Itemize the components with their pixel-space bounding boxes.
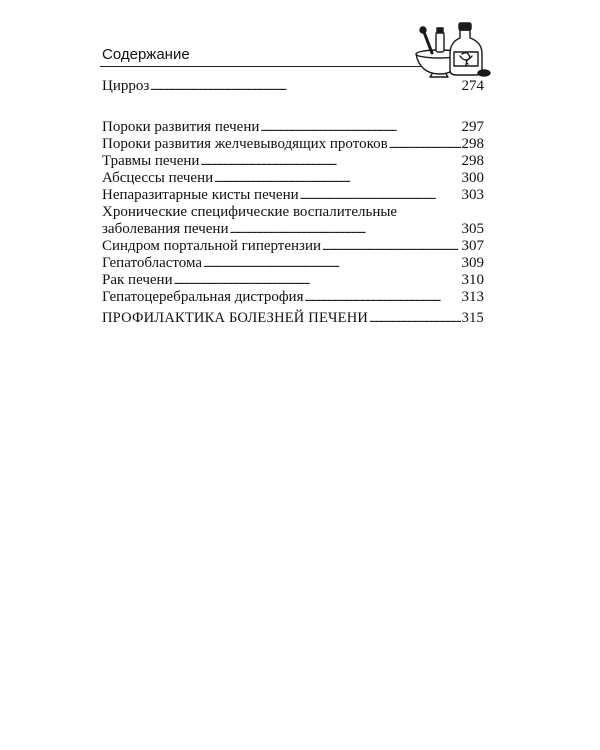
toc-leader-dots [174, 273, 461, 290]
toc-entry-title: Гепатоцеребральная дистрофия [102, 289, 304, 305]
toc-leader-dots [214, 171, 460, 188]
toc-entry-title: Синдром портальной гипертензии [102, 238, 322, 254]
toc-entry-title: Непаразитарные кисты печени [102, 187, 299, 203]
toc-entry [102, 221, 484, 238]
toc-entry-page: 298 [461, 136, 484, 152]
toc-entry [102, 289, 484, 306]
toc-entry-page: 310 [461, 272, 484, 288]
toc-leader-dots [369, 311, 461, 328]
pharmacy-emblem-icon [410, 18, 492, 78]
toc-entry [102, 170, 484, 187]
toc-entry-page: 298 [461, 153, 484, 169]
toc-entry-title: Гепатобластома [102, 255, 203, 271]
running-head-title: Содержание [102, 46, 190, 63]
toc-leader-dots [389, 137, 461, 154]
toc-entry [102, 187, 484, 204]
toc-leader-dots [304, 290, 460, 307]
toc-entry-title: ПРОФИЛАКТИКА БОЛЕЗНЕЙ ПЕЧЕНИ [102, 310, 369, 326]
toc-entry-page: 315 [461, 310, 484, 326]
toc-leader-dots [260, 120, 460, 137]
toc-entry [102, 272, 484, 289]
toc-leader-dots [300, 188, 461, 205]
toc-leader-dots [322, 239, 460, 256]
toc-entry-title: Травмы печени [102, 153, 200, 169]
toc-entry [102, 119, 484, 136]
toc-entry-title: Цирроз [102, 78, 150, 94]
toc-leader-dots [200, 154, 460, 171]
toc-entry-title: Рак печени [102, 272, 173, 288]
toc-entry-page: 307 [461, 238, 484, 254]
toc-entry-section [102, 310, 484, 327]
toc-entry-title: заболевания печени [102, 221, 229, 237]
toc-entry-title: Абсцессы печени [102, 170, 214, 186]
toc-entry [102, 78, 484, 95]
toc-entry-page: 300 [461, 170, 484, 186]
toc-leader-dots [229, 222, 460, 239]
toc-entry [102, 153, 484, 170]
toc-entry-page: 309 [461, 255, 484, 271]
toc-entry-title: Пороки развития печени [102, 119, 260, 135]
toc-entry [102, 238, 484, 255]
toc-entry-page: 297 [461, 119, 484, 135]
toc-entry [102, 136, 484, 153]
toc-entry-page: 303 [461, 187, 484, 203]
toc-leader-dots [150, 79, 460, 96]
toc-entry-page: 274 [461, 78, 484, 94]
toc-entry-title-line1: Хронические специфические воспалительные [102, 204, 398, 220]
toc-leader-dots [203, 256, 460, 273]
table-of-contents [102, 78, 484, 327]
header-rule [100, 66, 422, 67]
toc-entry-page: 313 [461, 289, 484, 305]
toc-entry-title: Пороки развития желчевыводящих протоков [102, 136, 388, 152]
toc-entry-page: 305 [461, 221, 484, 237]
toc-entry [102, 255, 484, 272]
